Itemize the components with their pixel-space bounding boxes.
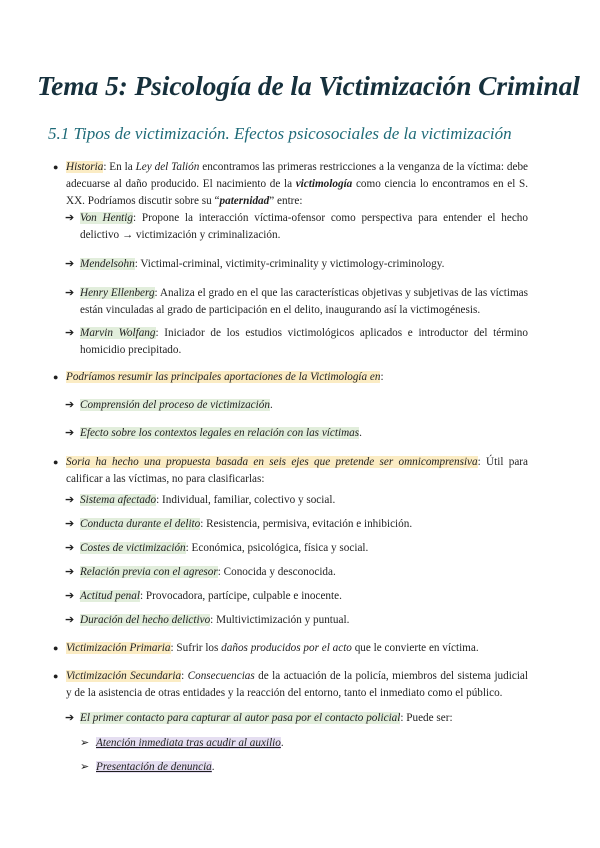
eje-text: : Multivictimización y puntual. bbox=[210, 614, 350, 626]
list-item-soria bbox=[53, 454, 528, 488]
eje-text: : Individual, familiar, colectivo y social. bbox=[156, 494, 336, 506]
historia-text-3: como ciencia lo encontramos en el S. XX. Podríamos discutir sobre su “ bbox=[66, 178, 529, 207]
arrow-icon: ➔ bbox=[65, 212, 75, 224]
sub-end: . bbox=[280, 737, 284, 749]
primaria-label: Victimización Primaria bbox=[66, 642, 171, 654]
bullet-icon: ● bbox=[53, 162, 59, 172]
aportacion-label: Efecto sobre los contextos legales en relación con las víctimas bbox=[80, 427, 360, 439]
arrow-icon: ➔ bbox=[65, 712, 75, 724]
arrow-icon: ➔ bbox=[65, 614, 75, 626]
historia-ley: Ley del Talión bbox=[135, 161, 200, 173]
list-item-author bbox=[65, 210, 528, 244]
aportacion-end: . bbox=[359, 427, 362, 439]
list-item-secundaria bbox=[53, 668, 528, 702]
bullet-icon: ● bbox=[53, 643, 59, 653]
contacto-label: El primer contacto para capturar al autor pasa por el contacto policial bbox=[80, 712, 401, 724]
arrow-icon: ➔ bbox=[65, 518, 75, 530]
list-item-eje bbox=[65, 612, 528, 629]
list-item-aportacion bbox=[65, 397, 528, 414]
arrow-icon: ➔ bbox=[65, 258, 75, 270]
list-item-contacto bbox=[65, 710, 528, 727]
arrow-icon: ➔ bbox=[65, 399, 75, 411]
aportaciones-colon: : bbox=[380, 371, 384, 383]
eje-label: Relación previa con el agresor bbox=[80, 566, 218, 578]
historia-paternidad: paternidad bbox=[219, 195, 270, 207]
primaria-text-2: que le convierte en víctima. bbox=[351, 642, 479, 654]
soria-label: Soria ha hecho una propuesta basada en seis ejes que pretende ser omnicomprensiva bbox=[66, 456, 478, 468]
list-item-aportaciones bbox=[53, 369, 528, 386]
author-text: : Iniciador de los estudios victimológicos aplicados e introductor del término homicidio precipitado. bbox=[80, 327, 528, 356]
list-item-eje bbox=[65, 492, 528, 509]
sub-label: Presentación de denuncia bbox=[96, 761, 212, 773]
author-name: Mendelsohn bbox=[80, 258, 135, 270]
list-item-historia bbox=[53, 159, 529, 210]
eje-text: : Provocadora, partícipe, culpable e inocente. bbox=[139, 590, 342, 602]
author-name: Von Hentig bbox=[80, 212, 133, 224]
historia-text-1: : En la bbox=[103, 161, 136, 173]
sub-end: . bbox=[211, 761, 215, 773]
historia-label: Historia bbox=[66, 161, 104, 173]
primaria-text-1: : Sufrir los bbox=[170, 642, 222, 654]
arrow-icon: ➔ bbox=[65, 542, 75, 554]
author-text: : Propone la interacción víctima-ofensor como perspectiva para entender el hecho delictivo → victimización y criminalización. bbox=[80, 212, 528, 241]
list-item-eje bbox=[65, 516, 528, 533]
bullet-icon: ● bbox=[53, 671, 59, 681]
arrow-icon: ➔ bbox=[65, 566, 75, 578]
list-item-author bbox=[65, 285, 528, 319]
contacto-text: : Puede ser: bbox=[400, 712, 453, 724]
page-title: Tema 5: Psicología de la Victimización Criminal bbox=[37, 70, 580, 101]
triangle-arrow-icon: ➢ bbox=[80, 737, 90, 749]
secundaria-label: Victimización Secundaria bbox=[66, 670, 182, 682]
arrow-icon: ➔ bbox=[65, 327, 75, 339]
author-text: : Analiza el grado en el que las características objetivas y subjetivas de las víctimas están vinculadas al grado de participación en el delito, inaugurando así la victimogénesis. bbox=[80, 287, 528, 316]
list-item-eje bbox=[65, 540, 528, 557]
bullet-icon: ● bbox=[53, 457, 59, 467]
aportacion-label: Comprensión del proceso de victimización bbox=[80, 399, 270, 411]
author-name: Henry Ellenberg bbox=[80, 287, 155, 299]
historia-text-4: ” entre: bbox=[269, 195, 303, 207]
section-subtitle: 5.1 Tipos de victimización. Efectos psicosociales de la victimización bbox=[48, 124, 512, 143]
eje-label: Duración del hecho delictivo bbox=[80, 614, 211, 626]
list-item-eje bbox=[65, 564, 528, 581]
aportaciones-label: Podríamos resumir las principales aportaciones de la Victimología en bbox=[66, 371, 381, 383]
triangle-arrow-icon: ➢ bbox=[80, 761, 90, 773]
list-item-author bbox=[65, 325, 528, 359]
eje-label: Sistema afectado bbox=[80, 494, 157, 506]
historia-text-2: encontramos las primeras restricciones a la venganza de la víctima: debe adecuarse al daño producido. El nacimiento de la bbox=[66, 161, 528, 190]
eje-text: : Resistencia, permisiva, evitación e inhibición. bbox=[200, 518, 413, 530]
author-text: : Victimal-criminal, victimity-criminality y victimology-criminology. bbox=[134, 258, 445, 270]
arrow-icon: ➔ bbox=[65, 287, 75, 299]
historia-victimologia: victimología bbox=[295, 178, 353, 190]
list-item-aportacion bbox=[65, 425, 528, 442]
primaria-danos: daños producidos por el acto bbox=[221, 642, 352, 654]
eje-label: Costes de victimización bbox=[80, 542, 186, 554]
bullet-icon: ● bbox=[53, 372, 59, 382]
arrow-icon: ➔ bbox=[65, 494, 75, 506]
eje-text: : Conocida y desconocida. bbox=[217, 566, 336, 578]
secundaria-text-1: : bbox=[181, 670, 188, 682]
secundaria-text-2: de la actuación de la policía, miembros del sistema judicial y de la asistencia de otras entidades y la reacción del entorno, tanto el inmediato como el público. bbox=[66, 670, 528, 699]
arrow-icon: ➔ bbox=[65, 427, 75, 439]
eje-label: Conducta durante el delito bbox=[80, 518, 201, 530]
list-item-eje bbox=[65, 588, 528, 605]
list-item-author bbox=[65, 256, 528, 273]
list-item-primaria bbox=[53, 640, 528, 657]
eje-label: Actitud penal bbox=[80, 590, 140, 602]
aportacion-end: . bbox=[269, 399, 273, 411]
sub-label: Atención inmediata tras acudir al auxilio bbox=[96, 737, 281, 749]
soria-text: : Útil para calificar a las víctimas, no para clasificarlas: bbox=[66, 456, 528, 485]
arrow-icon: ➔ bbox=[65, 590, 75, 602]
list-item-sub bbox=[80, 735, 526, 752]
list-item-sub bbox=[80, 759, 526, 776]
author-name: Marvin Wolfang bbox=[80, 327, 156, 339]
secundaria-consecuencias: Consecuencias bbox=[187, 670, 255, 682]
eje-text: : Económica, psicológica, física y social. bbox=[185, 542, 369, 554]
